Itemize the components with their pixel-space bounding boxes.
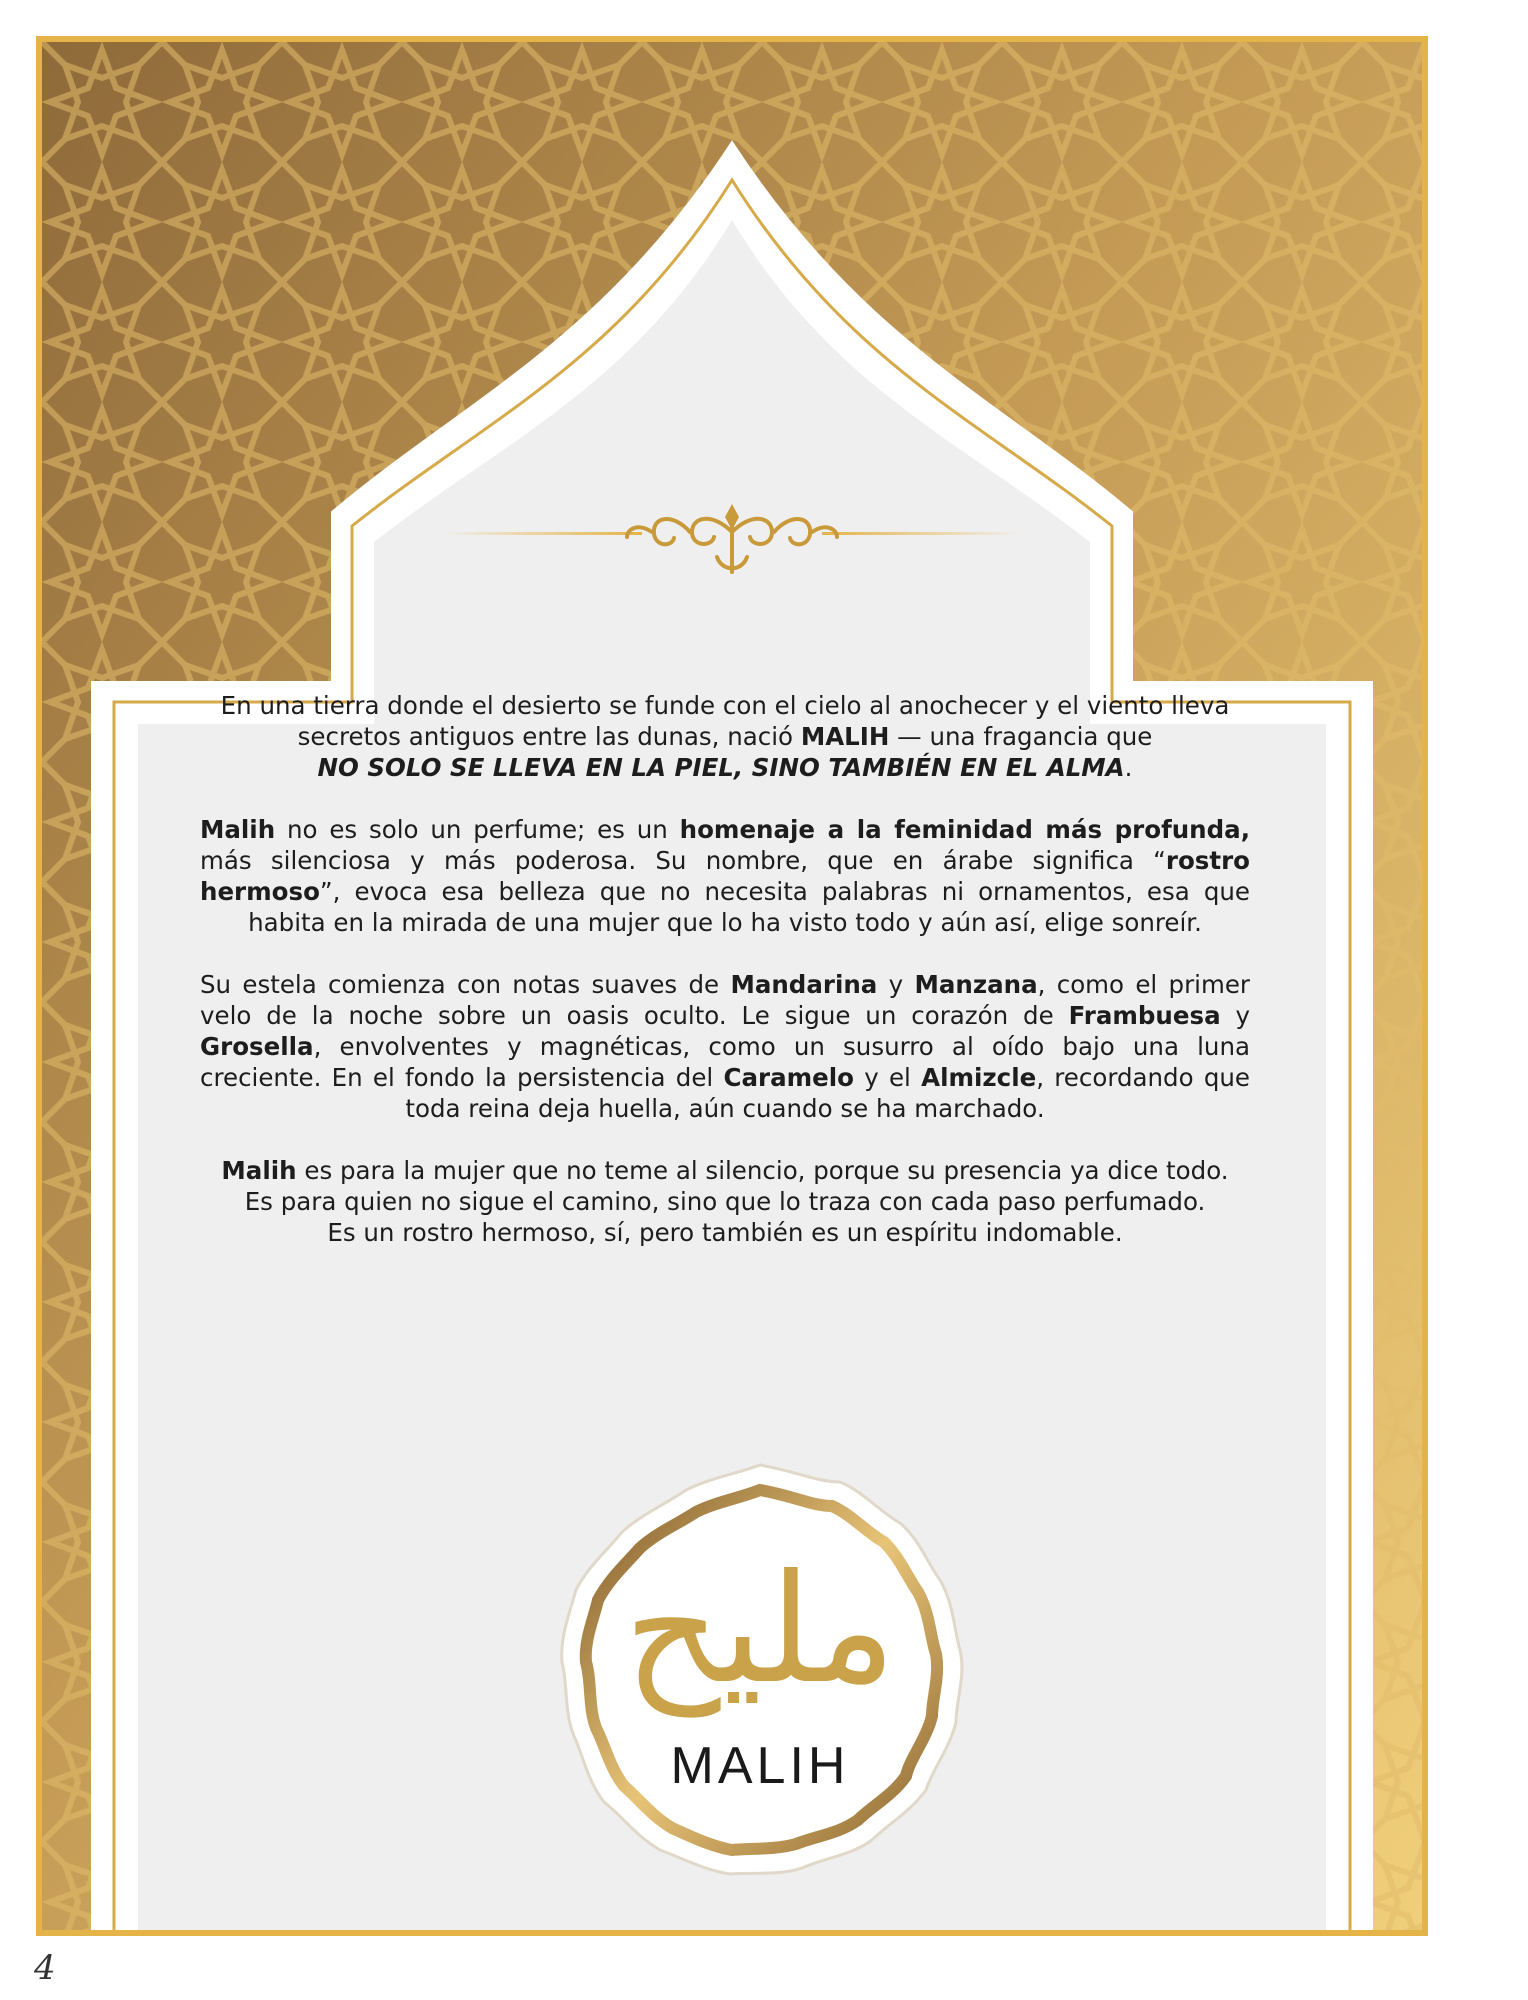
paragraph-2 xyxy=(200,814,1250,938)
p2-homage: homenaje a la feminidad más profunda, xyxy=(679,815,1251,844)
p3-note-mandarina: Mandarina xyxy=(730,970,878,999)
p3-t7: , recordando que toda reina deja huella, aún cuando se ha marchado. xyxy=(405,1063,1250,1123)
intro-tagline: NO SOLO SE LLEVA EN LA PIEL, SINO TAMBIÉN EN EL ALMA xyxy=(317,753,1125,782)
story-text xyxy=(200,690,1250,1279)
p3-t2: y xyxy=(877,970,915,999)
intro-line-1: En una tierra donde el desierto se funde con el cielo al anochecer y el viento lleva xyxy=(220,691,1230,720)
page-number: 4 xyxy=(34,1948,56,1988)
paragraph-3 xyxy=(200,969,1250,1124)
p2-t2: más silenciosa y más poderosa. Su nombre, que en árabe significa “ xyxy=(200,846,1166,875)
p2-malih: Malih xyxy=(200,815,276,844)
p4-t1: es para la mujer que no teme al silencio, porque su presencia ya dice todo. xyxy=(296,1156,1229,1185)
malih-badge xyxy=(550,1460,970,1880)
intro-tagline-end: . xyxy=(1124,753,1133,782)
p4-line-3: Es un rostro hermoso, sí, pero también es un espíritu indomable. xyxy=(327,1218,1123,1247)
badge-brand-name: MALIH xyxy=(670,1737,850,1795)
p2-t1: no es solo un perfume; es un xyxy=(275,815,680,844)
p3-note-frambuesa: Frambuesa xyxy=(1068,1001,1221,1030)
p3-t6: y el xyxy=(854,1063,922,1092)
p2-t3: ”, evoca esa belleza que no necesita palabras ni ornamentos, esa que habita en la mirada de una mujer que lo ha visto todo y aún así, elige sonreír. xyxy=(248,877,1250,937)
p3-note-caramelo: Caramelo xyxy=(723,1063,854,1092)
p4-line-2: Es para quien no sigue el camino, sino que lo traza con cada paso perfumado. xyxy=(244,1187,1206,1216)
p3-t1: Su estela comienza con notas suaves de xyxy=(200,970,731,999)
badge-arabic-logo: مليح xyxy=(623,1543,897,1717)
paragraph-4 xyxy=(200,1155,1250,1248)
p3-t3: , como el primer velo de la noche sobre un oasis oculto. Le sigue un corazón de xyxy=(200,970,1251,1030)
p3-t4: y xyxy=(1220,1001,1250,1030)
intro-line-2a: secretos antiguos entre las dunas, nació xyxy=(297,722,801,751)
intro-line-2b: — una fragancia que xyxy=(889,722,1153,751)
p3-note-manzana: Manzana xyxy=(914,970,1038,999)
p3-note-grosella: Grosella xyxy=(200,1032,314,1061)
p2-meaning: rostro hermoso xyxy=(200,846,1250,906)
intro-brand: MALIH xyxy=(800,722,890,751)
p3-t5: , envolventes y magnéticas, como un susurro al oído bajo una luna creciente. En el fondo la persistencia del xyxy=(200,1032,1250,1092)
intro-paragraph xyxy=(200,690,1250,783)
p4-malih: Malih xyxy=(221,1156,297,1185)
p3-note-almizcle: Almizcle xyxy=(921,1063,1037,1092)
